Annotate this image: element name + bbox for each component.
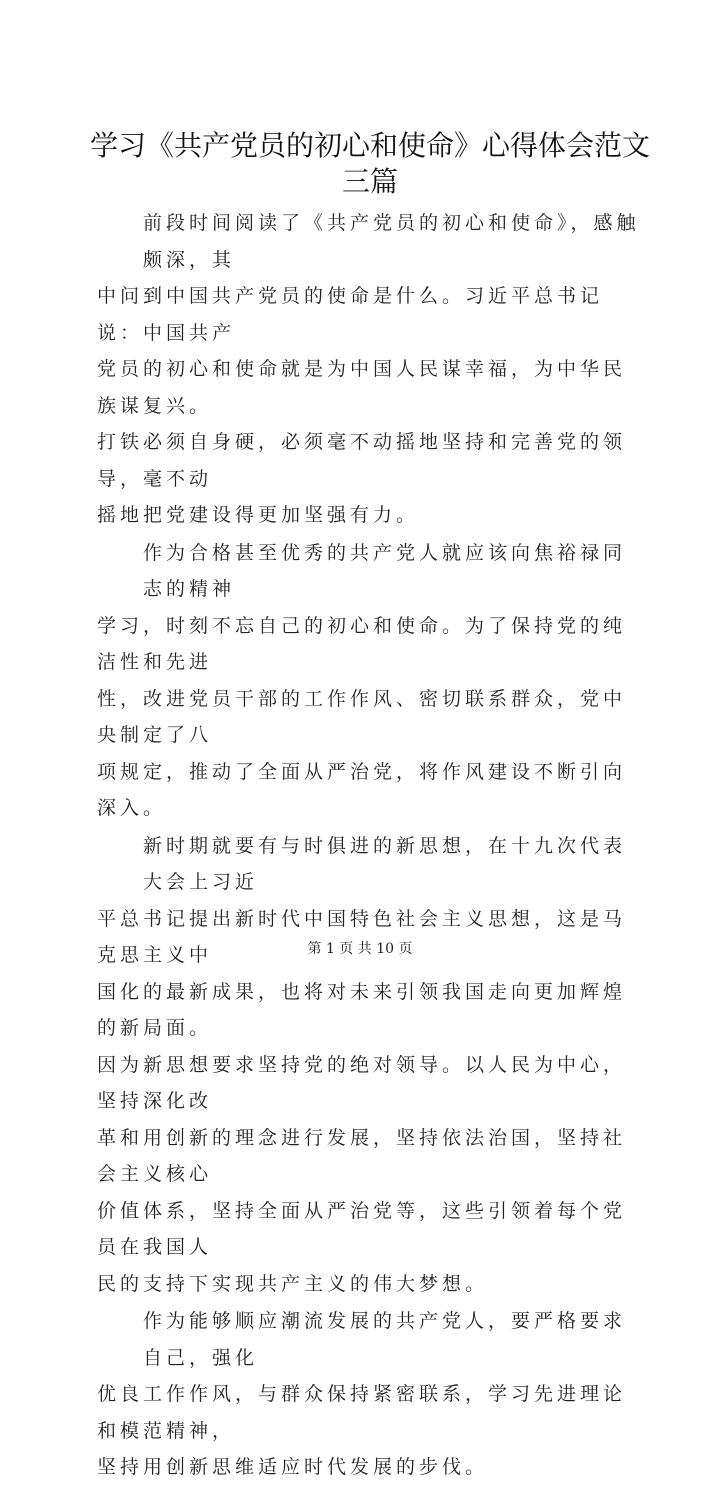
paragraph bbox=[97, 205, 642, 534]
paragraph-line: 优良工作作风，与群众保持紧密联系，学习先进理论和模范精神， bbox=[97, 1383, 627, 1442]
paragraph-line: 作为合格甚至优秀的共产党人就应该向焦裕禄同志的精神 bbox=[143, 541, 627, 600]
document-body bbox=[97, 205, 642, 1487]
title-line: 学习《共产党员的初心和使命》心得体会范文 bbox=[90, 129, 651, 162]
paragraph bbox=[97, 1303, 642, 1486]
title-line: 三篇 bbox=[341, 165, 398, 198]
document-title bbox=[90, 128, 650, 200]
paragraph-line: 因为新思想要求坚持党的绝对领导。以人民为中心，坚持深化改 bbox=[97, 1053, 627, 1112]
paragraph-line: 中问到中国共产党员的使命是什么。习近平总书记说：中国共产 bbox=[97, 285, 604, 344]
paragraph-line: 学习，时刻不忘自己的初心和使命。为了保持党的纯洁性和先进 bbox=[97, 614, 627, 673]
paragraph-line: 新时期就要有与时俱进的新思想，在十九次代表大会上习近 bbox=[143, 834, 627, 893]
paragraph bbox=[97, 535, 642, 827]
paragraph-line: 民的支持下实现共产主义的伟大梦想。 bbox=[97, 1272, 489, 1295]
paragraph-line: 性，改进党员干部的工作作风、密切联系群众，党中央制定了八 bbox=[97, 687, 627, 746]
paragraph-line: 坚持用创新思维适应时代发展的步伐。 bbox=[97, 1456, 489, 1478]
paragraph-line: 作为能够顺应潮流发展的共产党人，要严格要求自己，强化 bbox=[143, 1310, 627, 1369]
paragraph-line: 革和用创新的理念进行发展，坚持依法治国，坚持社会主义核心 bbox=[97, 1126, 627, 1185]
paragraph-line: 项规定，推动了全面从严治党，将作风建设不断引向深入。 bbox=[97, 760, 627, 819]
page-footer: 第 1 页 共 10 页 bbox=[307, 941, 413, 957]
paragraph-line: 国化的最新成果，也将对未来引领我国走向更加辉煌的新局面。 bbox=[97, 980, 627, 1039]
paragraph-line: 摇地把党建设得更加坚强有力。 bbox=[97, 504, 420, 526]
paragraph bbox=[97, 828, 642, 1303]
paragraph-line: 平总书记提出新时代中国特色社会主义思想，这是马克思主义中 bbox=[97, 907, 627, 966]
paragraph-line: 党员的初心和使命就是为中国人民谋幸福，为中华民族谋复兴。 bbox=[97, 358, 627, 417]
paragraph-line: 前段时间阅读了《共产党员的初心和使命》，感触颇深，其 bbox=[143, 212, 640, 271]
paragraph-line: 打铁必须自身硬，必须毫不动摇地坚持和完善党的领导，毫不动 bbox=[97, 431, 627, 490]
paragraph-line: 价值体系，坚持全面从严治党等，这些引领着每个党员在我国人 bbox=[97, 1199, 627, 1258]
